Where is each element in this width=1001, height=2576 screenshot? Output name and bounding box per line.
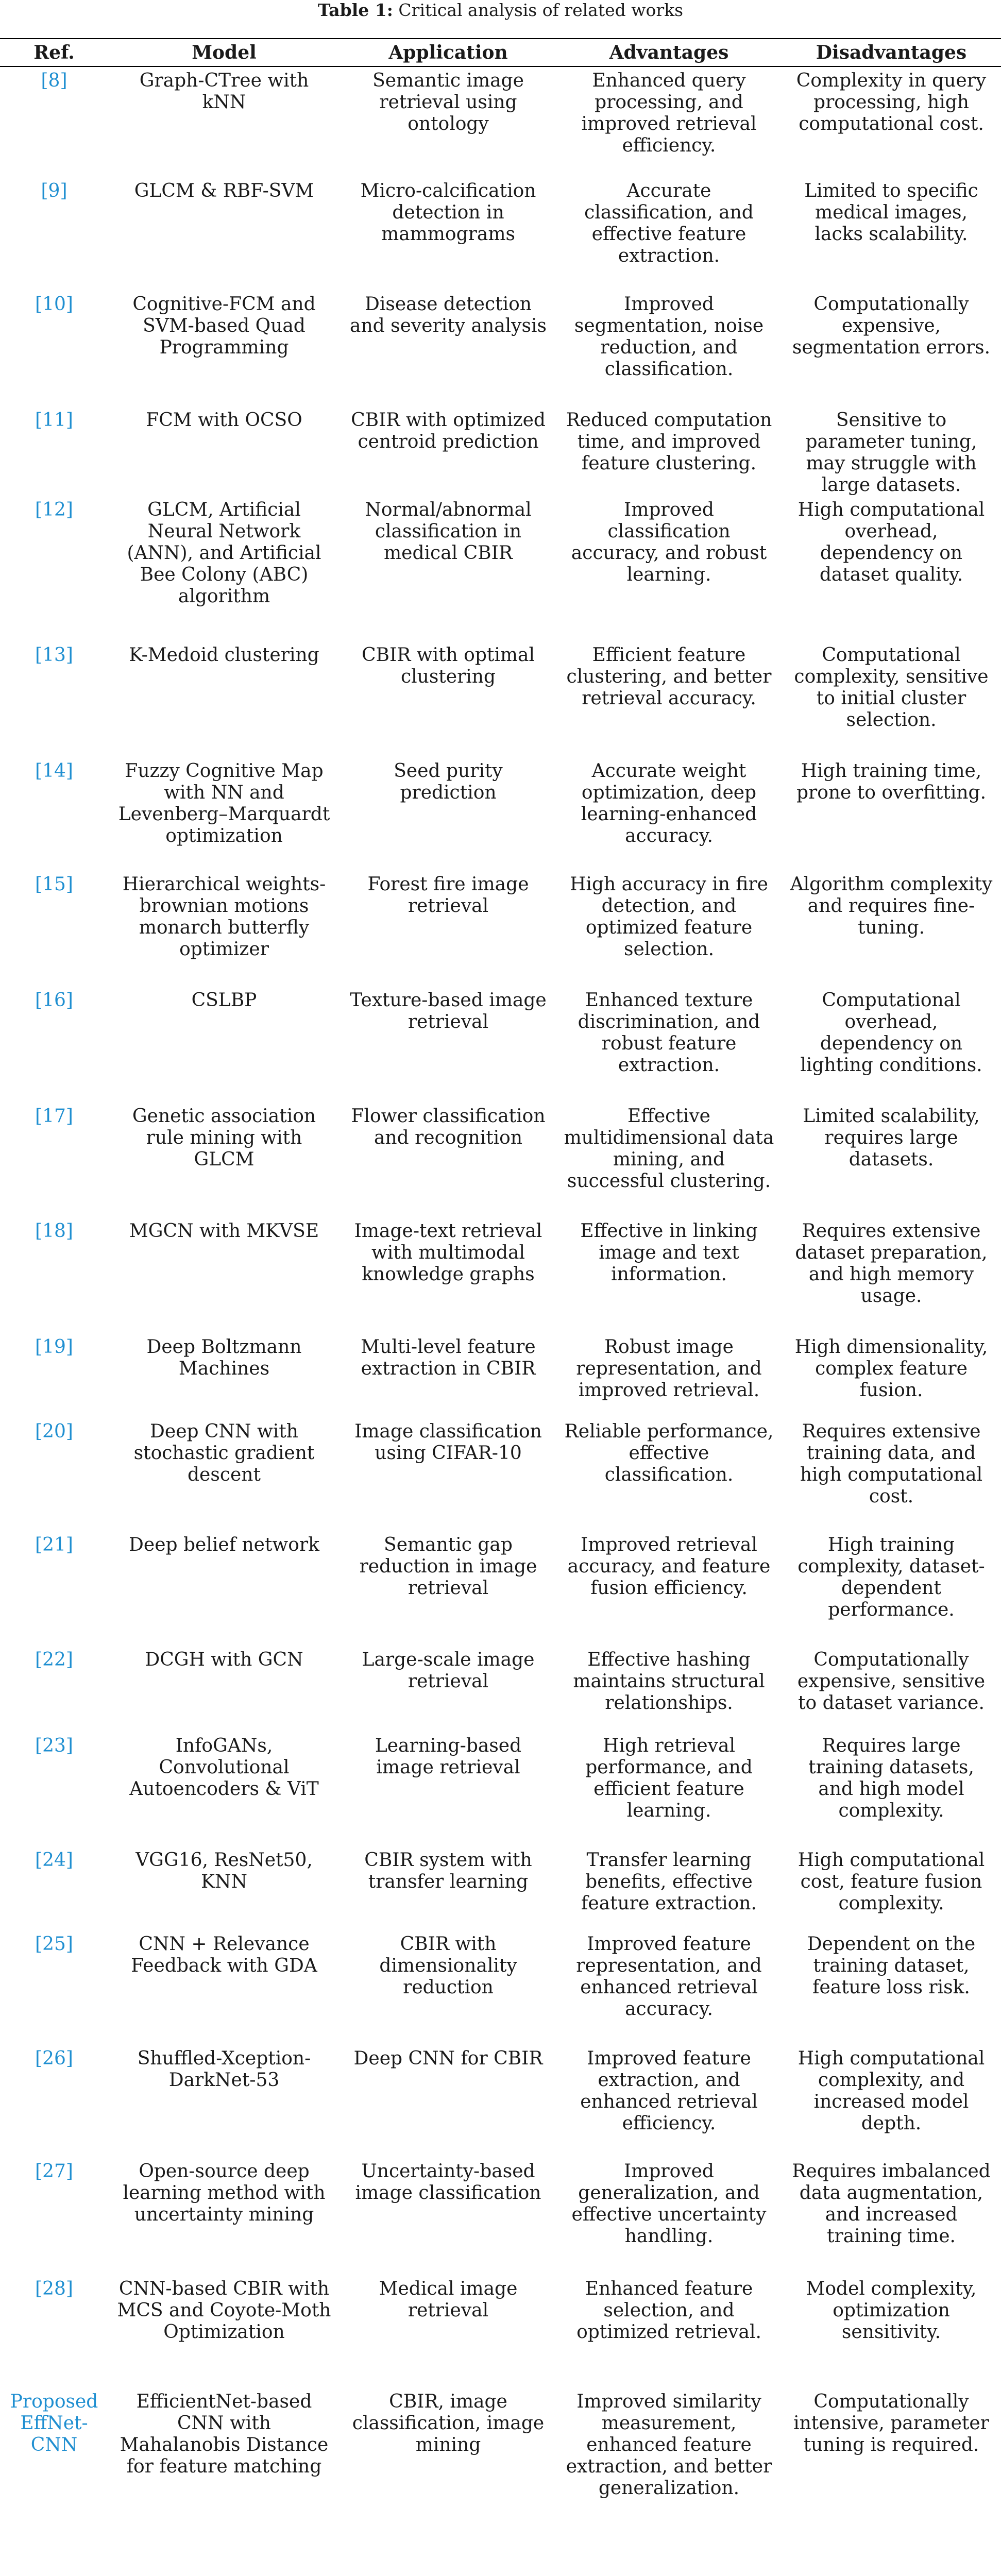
table-row: [0, 1217, 1001, 1333]
header-model: Model: [108, 39, 340, 66]
table-caption-text: Critical analysis of related works: [393, 0, 684, 20]
header-disadvantages: Disadvantages: [782, 39, 1001, 66]
cell-application: Semantic gap reduction in image retrieval: [359, 1534, 537, 1599]
cell-advantages: Enhanced texture discrimination, and robust feature extraction.: [578, 990, 760, 1076]
table-row: [0, 406, 1001, 496]
cell-advantages: Improved classification accuracy, and robust learning.: [571, 499, 767, 585]
table-row: [0, 871, 1001, 987]
cell-ref: [0, 641, 108, 757]
cell-disadvantages: Limited to specific medical images, lacks scalability.: [804, 180, 978, 245]
table-row: [0, 1531, 1001, 1646]
ref-link[interactable]: [25]: [35, 1934, 73, 1955]
cell-disadvantages: Complexity in query processing, high computational cost.: [796, 70, 987, 134]
related-works-table: [0, 38, 1001, 2576]
ref-link[interactable]: [19]: [35, 1336, 73, 1358]
ref-link[interactable]: [15]: [35, 874, 73, 895]
ref-link[interactable]: [27]: [35, 2161, 73, 2182]
cell-application: [340, 2502, 556, 2576]
cell-ref: [0, 66, 108, 177]
table-row: [0, 177, 1001, 291]
cell-advantages: High accuracy in fire detection, and optimized feature selection.: [570, 874, 768, 960]
cell-model: Fuzzy Cognitive Map with NN and Levenberg–Marquardt optimization: [118, 760, 330, 846]
cell-model: K-Medoid clustering: [129, 645, 319, 666]
cell-advantages: Improved feature extraction, and enhanced retrieval efficiency.: [580, 2048, 758, 2134]
cell-advantages: Transfer learning benefits, effective feature extraction.: [581, 1850, 757, 1914]
cell-advantages: Accurate classification, and effective feature extraction.: [584, 180, 754, 266]
cell-application: Uncertainty-based image classification: [355, 2161, 541, 2204]
table-caption: [0, 0, 1001, 21]
table-row: [0, 1418, 1001, 1531]
table-row: [0, 641, 1001, 757]
ref-link[interactable]: [28]: [35, 2278, 73, 2299]
cell-ref: [0, 1333, 108, 1418]
cell-advantages: [556, 2502, 782, 2576]
cell-application: Forest fire image retrieval: [367, 874, 529, 917]
cell-application: CBIR, image classification, image mining: [352, 2391, 545, 2455]
table-row: [0, 66, 1001, 177]
table-row: [0, 2275, 1001, 2388]
ref-link[interactable]: [26]: [35, 2048, 73, 2069]
cell-advantages: Efficient feature clustering, and better retrieval accuracy.: [566, 645, 772, 709]
cell-disadvantages: Computational overhead, dependency on lighting conditions.: [800, 990, 982, 1076]
ref-link[interactable]: [8]: [41, 70, 67, 91]
ref-link[interactable]: [10]: [35, 294, 73, 315]
ref-link[interactable]: [12]: [35, 499, 73, 520]
cell-disadvantages: Algorithm complexity and requires fine-tuning.: [790, 874, 993, 938]
cell-ref: [0, 1646, 108, 1732]
table-row: [0, 1103, 1001, 1217]
ref-link[interactable]: [9]: [41, 180, 67, 201]
cell-advantages: Robust image representation, and improved retrieval.: [576, 1336, 762, 1401]
cell-application: Learning-based image retrieval: [375, 1735, 522, 1778]
cell-model: VGG16, ResNet50, KNN: [135, 1850, 313, 1892]
cell-application: Semantic image retrieval using ontology: [372, 70, 524, 134]
ref-link[interactable]: [20]: [35, 1421, 73, 1442]
cell-disadvantages: Requires extensive dataset preparation, and high memory usage.: [795, 1221, 988, 1307]
cell-ref: [0, 987, 108, 1103]
cell-application: Medical image retrieval: [379, 2278, 518, 2321]
table-row: [0, 2045, 1001, 2158]
cell-advantages: Reliable performance, effective classification.: [564, 1421, 774, 1485]
cell-disadvantages: Requires extensive training data, and high computational cost.: [800, 1421, 983, 1507]
cell-ref: [0, 1930, 108, 2045]
table-row: [0, 2388, 1001, 2502]
cell-application: Multi-level feature extraction in CBIR: [361, 1336, 536, 1379]
cell-model: Hierarchical weights-brownian motions monarch butterfly optimizer: [122, 874, 326, 960]
cell-advantages: Effective in linking image and text information.: [580, 1221, 758, 1285]
table-row: [0, 1333, 1001, 1418]
cell-application: Large-scale image retrieval: [362, 1649, 535, 1692]
cell-ref: [0, 1217, 108, 1333]
cell-ref: [0, 1846, 108, 1930]
cell-ref: [0, 2158, 108, 2275]
cell-model: CNN + Relevance Feedback with GDA: [131, 1934, 317, 1976]
cell-model: GLCM, Artificial Neural Network (ANN), and Artificial Bee Colony (ABC) algorithm: [127, 499, 321, 607]
header-application: Application: [340, 39, 556, 66]
cell-advantages: Effective hashing maintains structural relationships.: [573, 1649, 765, 1714]
cell-disadvantages: Requires large training datasets, and high model complexity.: [808, 1735, 974, 1821]
cell-ref: [0, 177, 108, 291]
cell-disadvantages: Computationally intensive, parameter tuning is required.: [793, 2391, 989, 2455]
cell-disadvantages: Computationally expensive, sensitive to dataset variance.: [797, 1649, 986, 1714]
cell-application: Texture-based image retrieval: [350, 990, 547, 1032]
table-row: [0, 1846, 1001, 1930]
cell-ref: [0, 406, 108, 496]
cell-disadvantages: Dependent on the training dataset, feature loss risk.: [807, 1934, 976, 1998]
cell-application: Flower classification and recognition: [351, 1106, 546, 1148]
ref-link[interactable]: [24]: [35, 1850, 73, 1871]
cell-disadvantages: High computational cost, feature fusion complexity.: [798, 1850, 985, 1914]
cell-model: EfficientNet-based CNN with Mahalanobis Distance for feature matching: [120, 2391, 329, 2477]
cell-ref: [0, 2502, 108, 2576]
cell-disadvantages: [782, 2502, 1001, 2576]
cell-ref: [0, 2045, 108, 2158]
cell-advantages: Improved segmentation, noise reduction, and classification.: [574, 294, 764, 380]
cell-model: GLCM & RBF-SVM: [134, 180, 314, 201]
cell-application: Image classification using CIFAR-10: [354, 1421, 542, 1464]
ref-link[interactable]: [21]: [35, 1534, 73, 1555]
cell-advantages: Enhanced query processing, and improved retrieval efficiency.: [581, 70, 757, 156]
cell-model: Open-source deep learning method with uncertainty mining: [123, 2161, 326, 2225]
ref-link[interactable]: [16]: [35, 990, 73, 1011]
cell-application: CBIR with optimized centroid prediction: [351, 410, 546, 452]
cell-advantages: Enhanced feature selection, and optimized retrieval.: [576, 2278, 761, 2343]
cell-application: Normal/abnormal classification in medical CBIR: [365, 499, 532, 564]
table-row: [0, 496, 1001, 641]
header-advantages: Advantages: [556, 39, 782, 66]
cell-model: CNN-based CBIR with MCS and Coyote-Moth Optimization: [117, 2278, 331, 2343]
table-row: [0, 987, 1001, 1103]
cell-model: Deep CNN with stochastic gradient descent: [133, 1421, 315, 1485]
cell-model: DCGH with GCN: [145, 1649, 303, 1670]
cell-model: MGCN with MKVSE: [129, 1221, 319, 1242]
table-row: [0, 1732, 1001, 1846]
cell-model: Cognitive-FCM and SVM-based Quad Programming: [132, 294, 316, 358]
table-caption-label: Table 1:: [317, 0, 393, 20]
table-row: [0, 291, 1001, 406]
table-row: [0, 2158, 1001, 2275]
table-row: [0, 757, 1001, 871]
cell-ref: [0, 291, 108, 406]
cell-model: Graph-CTree with kNN: [139, 70, 309, 113]
cell-application: Seed purity prediction: [394, 760, 503, 803]
ref-link[interactable]: [17]: [35, 1106, 73, 1127]
table-header-row: [0, 39, 1001, 66]
cell-disadvantages: High training time, prone to overfitting.: [796, 760, 987, 803]
cell-ref: [0, 2388, 108, 2502]
cell-model: FCM with OCSO: [146, 410, 302, 431]
ref-link[interactable]: [18]: [35, 1221, 73, 1242]
cell-advantages: Improved feature representation, and enhanced retrieval accuracy.: [576, 1934, 762, 2020]
table-row: [0, 1930, 1001, 2045]
cell-disadvantages: Model complexity, optimization sensitivity.: [806, 2278, 977, 2343]
cell-application: Micro-calcification detection in mammograms: [360, 180, 536, 245]
cell-ref: [0, 2275, 108, 2388]
ref-link[interactable]: [23]: [35, 1735, 73, 1756]
ref-link[interactable]: [13]: [35, 645, 73, 666]
ref-link[interactable]: Proposed EffNet-CNN: [10, 2391, 98, 2455]
cell-advantages: High retrieval performance, and efficient feature learning.: [585, 1735, 753, 1821]
cell-advantages: Improved similarity measurement, enhanced feature extraction, and better generalization.: [566, 2391, 772, 2499]
cell-model: CSLBP: [191, 990, 257, 1011]
cell-disadvantages: Computational complexity, sensitive to initial cluster selection.: [794, 645, 989, 731]
cell-ref: [0, 871, 108, 987]
cell-disadvantages: Sensitive to parameter tuning, may struggle with large datasets.: [805, 410, 977, 496]
cell-advantages: Reduced computation time, and improved feature clustering.: [566, 410, 772, 474]
cell-disadvantages: Limited scalability, requires large datasets.: [803, 1106, 980, 1170]
cell-ref: [0, 496, 108, 641]
cell-disadvantages: High computational overhead, dependency on dataset quality.: [798, 499, 985, 585]
cell-application: Disease detection and severity analysis: [350, 294, 547, 336]
cell-application: CBIR with dimensionality reduction: [379, 1934, 517, 1998]
table-row-proposed: [0, 2502, 1001, 2576]
header-ref: Ref.: [0, 39, 108, 66]
cell-ref: [0, 1418, 108, 1531]
cell-model: [108, 2502, 340, 2576]
cell-advantages: Improved generalization, and effective uncertainty handling.: [571, 2161, 767, 2247]
cell-ref: [0, 1103, 108, 1217]
ref-link[interactable]: [22]: [35, 1649, 73, 1670]
cell-advantages: Effective multidimensional data mining, and successful clustering.: [564, 1106, 774, 1192]
cell-advantages: Improved retrieval accuracy, and feature fusion efficiency.: [567, 1534, 771, 1599]
cell-model: Deep Boltzmann Machines: [146, 1336, 302, 1379]
ref-link[interactable]: [11]: [35, 410, 73, 431]
table-row: [0, 1646, 1001, 1732]
cell-application: Image-text retrieval with multimodal knowledge graphs: [354, 1221, 542, 1285]
cell-model: InfoGANs, Convolutional Autoencoders & ViT: [129, 1735, 319, 1800]
cell-advantages: Accurate weight optimization, deep learning-enhanced accuracy.: [581, 760, 757, 846]
cell-model: Deep belief network: [129, 1534, 319, 1555]
cell-disadvantages: Requires imbalanced data augmentation, and increased training time.: [792, 2161, 991, 2247]
ref-link[interactable]: [14]: [35, 760, 73, 782]
cell-disadvantages: High dimensionality, complex feature fusion.: [794, 1336, 988, 1401]
cell-model: Genetic association rule mining with GLCM: [132, 1106, 316, 1170]
cell-disadvantages: High training complexity, dataset-dependent performance.: [798, 1534, 985, 1620]
cell-ref: [0, 1732, 108, 1846]
cell-application: Deep CNN for CBIR: [353, 2048, 543, 2069]
cell-disadvantages: High computational complexity, and increased model depth.: [798, 2048, 985, 2134]
cell-application: CBIR with optimal clustering: [361, 645, 535, 687]
cell-ref: [0, 757, 108, 871]
cell-ref: [0, 1531, 108, 1646]
cell-disadvantages: Computationally expensive, segmentation errors.: [792, 294, 991, 358]
cell-model: Shuffled-Xception-DarkNet-53: [137, 2048, 311, 2091]
cell-application: CBIR system with transfer learning: [364, 1850, 532, 1892]
